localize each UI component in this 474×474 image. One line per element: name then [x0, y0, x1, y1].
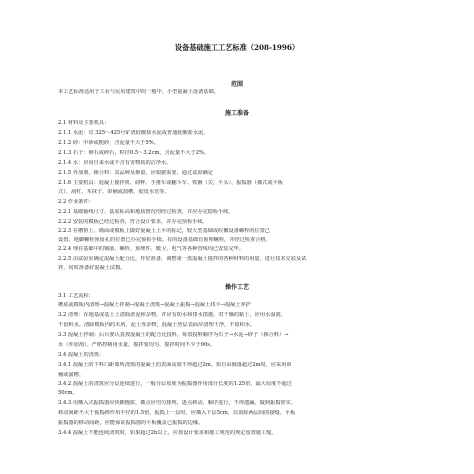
paragraph-line: 振捣器的移动间距，应能保证振捣器的平板覆盖已振捣的边缘。 [58, 420, 204, 426]
paragraph-line: 桶或溜槽。 [58, 372, 84, 378]
paragraph-line: 2.2 作业条件： [58, 199, 94, 205]
paragraph-line: 2.1.6 主要机具：混凝土搅拌机、磅秤、手推车或翻斗车、铁锹（尖、平头）、振捣器（插式或平板 [58, 180, 283, 186]
paragraph-line: 3.3 混凝土拌制：后台要认真按混凝土的配合比投料，每盘投料顺序为石子→水泥→砂子（掺合料）→ [58, 332, 289, 338]
paragraph-line: 3.4.4 混凝土不能连续浇筑时，如果超过2h以上，应按设计要求和施工规范的规定留置施工缝。 [58, 430, 277, 436]
paragraph-line: 拌，同时准备好混凝土试模。 [58, 265, 126, 271]
paragraph-line: 2.1 材料及主要机具： [58, 120, 110, 126]
process-flow-line: 槽底或模板内清理→混凝土拌制→混凝土浇筑→混凝土振捣→混凝土找平→混凝土养护 [58, 302, 251, 308]
paragraph-line: 3.4 混凝土的浇筑： [58, 352, 105, 358]
section-heading-preparation: 施工准备 [224, 110, 249, 117]
paragraph-line: 2.2.3 在槽帮上、墙面或模板上做好混凝土上平的标记，较大型基础或砼搁设备螺栓的位置已 [58, 228, 270, 234]
paragraph-line: 设置。地脚螺栓预留孔的位置已办完预检手续。有的设备基础有预埋螺栓，并经过检查合格。 [58, 237, 271, 243]
paragraph-line: 2.1.3 石子：卵石或碎石，粒径0.5～3.2cm，含泥量不大于2%。 [58, 150, 210, 156]
paragraph-line: 不留积水。清除模板内的木屑、泥土等杂物，混凝土垫层表面应清理干净，不留积水。 [58, 322, 256, 328]
paragraph-line: 2.1.1 水泥：宜 325～425号矿渣硅酸盐水泥或普通硅酸盐水泥。 [58, 130, 209, 136]
paragraph-line: 移动间距不大于振捣棒作用半径的1.5倍。振捣上一层时，应插入下层5cm，以消除两层间的接缝。平板 [58, 410, 296, 416]
section-heading-procedure: 操作工艺 [224, 284, 249, 291]
paragraph-line: 3.2 清理：在地基或基土上清除淤泥和杂物，并应有防水和排水措施。对干燥的粘土，应用水湿润， [58, 312, 286, 318]
paragraph-line: 2.2.5 由试验室确定混凝土配合比，作好准备，调整第一盘混凝土搅拌的各种材料的用量，进行技术交底及试 [58, 256, 307, 262]
paragraph-line: 水（外加剂）。严格控制用水量，搅拌要均匀，搅拌时间不少于90s。 [58, 342, 216, 348]
paragraph-line: 2.2.1 基础轴线尺寸、基底标高和地质情况均经过检查，并应办完隐检手续。 [58, 209, 234, 215]
section-heading-scope: 范围 [230, 81, 243, 88]
paragraph-line: 50cm。 [58, 390, 78, 396]
paragraph-line: 2.1.2 砂：中砂或粗砂，含泥量不大于5%。 [58, 140, 159, 146]
paragraph-line: 3.1 工艺流程： [58, 293, 94, 299]
document-title: 设备基础施工工艺标准（208-1996） [174, 43, 300, 52]
paragraph-line: 2.2.4 埋在基础中的钢筋、螺栓、预埋件、暖卫、电气等各种管线均已安装完毕。 [58, 246, 245, 252]
paragraph-line: 3.4.2 混凝土的浇筑应分层连续进行，一般分层厚度为振捣器作用部分长度的1.25倍，最大厚度不超过 [58, 381, 292, 387]
paragraph-line: 2.1.4 水：应用自来水或不含有害物质的洁净水。 [58, 160, 172, 166]
paragraph-line: 3.4.3 用插入式振捣器应快插慢拔，插点应均匀排列，逐点移动，顺序进行，不得遗漏，做到振捣密实。 [58, 400, 296, 406]
paragraph-line: 2.1.5 外加剂、掺合料：其品种及掺量，应根据需要，通过试验确定 [58, 170, 213, 176]
paragraph-line: 3.4.1 混凝土的下料口距离所浇筑的混凝土的表面高度不得超过2m。如自由倾落超过2m时，应采用串 [58, 362, 292, 368]
paragraph-line: 式）、刮杠、木抹子、串桶或溜槽、胶皮水管等。 [58, 189, 170, 195]
paragraph-line: 本工艺标准适用于工业与民用建筑中的一般中、小型混凝土设备基础。 [58, 89, 219, 95]
paragraph-line: 2.2.2 安装的模板已经过检查，符合设计要求，并办完预检手续。 [58, 219, 208, 225]
